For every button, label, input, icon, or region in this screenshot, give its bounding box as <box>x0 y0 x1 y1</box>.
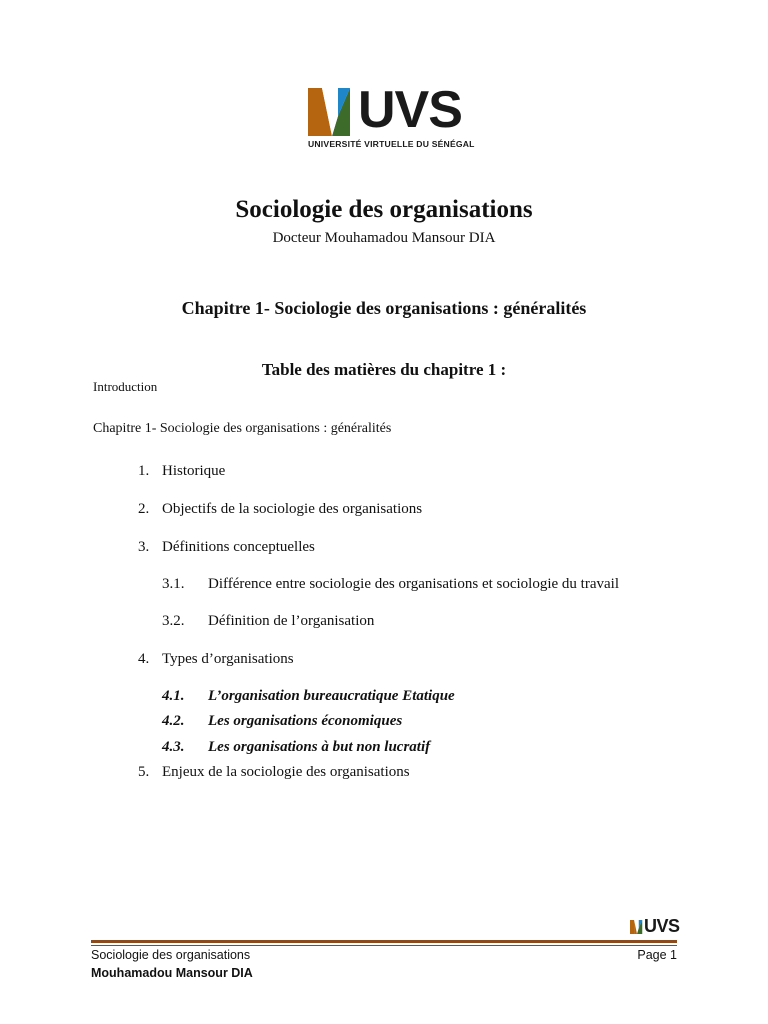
footer-rule <box>91 940 677 943</box>
toc-item-text: Types d’organisations <box>162 651 294 667</box>
toc-item-text: Les organisations économiques <box>208 713 403 729</box>
toc-item-number: 3.1. <box>162 576 185 592</box>
toc-item-text: Différence entre sociologie des organisations et sociologie du travail <box>208 576 619 592</box>
toc-item-text: Définition de l’organisation <box>208 613 375 629</box>
toc-item-text: Définitions conceptuelles <box>162 539 315 555</box>
uvs-logo <box>308 81 475 152</box>
toc-item-number: 4. <box>138 651 150 667</box>
toc-item-number: 4.1. <box>162 688 185 704</box>
toc-item-number: 3.2. <box>162 613 185 629</box>
toc-item-number: 1. <box>138 463 150 479</box>
toc-item-text: Objectifs de la sociologie des organisations <box>162 501 423 517</box>
toc-item-number: 4.3. <box>162 739 185 755</box>
footer-doc-title: Sociologie des organisations <box>91 948 251 962</box>
footer-author: Mouhamadou Mansour DIA <box>91 966 253 980</box>
document-title: Sociologie des organisations <box>235 196 533 223</box>
toc-item-number: 4.2. <box>162 713 185 729</box>
toc-item-text: Enjeux de la sociologie des organisations <box>162 764 410 780</box>
logo-brand-text: UVS <box>358 81 462 139</box>
logo-subtitle: UNIVERSITÉ VIRTUELLE DU SÉNÉGAL <box>308 139 475 149</box>
footer-logo-brand: UVS <box>644 916 680 936</box>
toc-item-number: 3. <box>138 539 150 555</box>
footer-page-number: Page 1 <box>637 948 677 962</box>
document-author: Docteur Mouhamadou Mansour DIA <box>272 230 496 246</box>
chapter-heading: Chapitre 1- Sociologie des organisations : généralités <box>181 298 587 318</box>
uvs-logo-mark-icon <box>630 919 644 935</box>
footer-logo <box>630 917 678 941</box>
toc-item-text: L’organisation bureaucratique Etatique <box>208 688 455 704</box>
toc-heading: Table des matières du chapitre 1 : <box>261 360 507 379</box>
footer-rule-thin <box>91 945 677 946</box>
toc-item-number: 2. <box>138 501 150 517</box>
toc-introduction: Introduction <box>93 379 158 394</box>
toc-item-text: Les organisations à but non lucratif <box>208 739 431 755</box>
uvs-logo-mark-icon <box>308 88 356 136</box>
toc-chapter: Chapitre 1- Sociologie des organisations : généralités <box>93 421 392 436</box>
toc-item-number: 5. <box>138 764 150 780</box>
toc-item-text: Historique <box>162 463 226 479</box>
